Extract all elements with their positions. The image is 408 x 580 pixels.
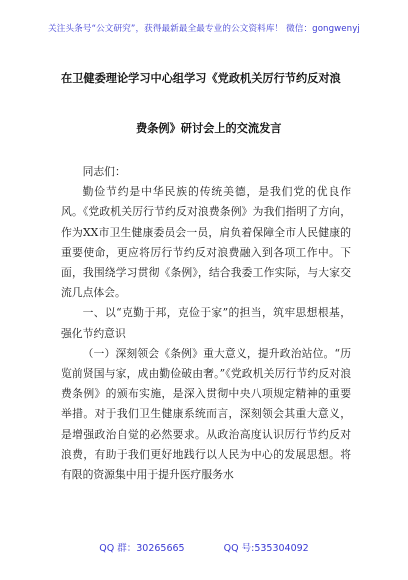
salutation: 同志们： bbox=[82, 165, 126, 178]
section-heading-1: 一、以“克勤于邦，克俭于家”的担当，筑牢思想根基，强化节约意识 bbox=[61, 306, 351, 340]
footer-qq-number: QQ 号:535304092 bbox=[223, 543, 309, 554]
footer bbox=[0, 540, 408, 554]
paragraph-intro: 勤俭节约是中华民族的传统美德，是我们党的优良作风。《党政机关厉行节约反对浪费条例》为我们指明了方向，作为XX市卫生健康委员会一员，肩负着保障全市人民健康的重要使命，更应将厉行节约反对浪费融入到各项工作中。下面，我围绕学习贯彻《条例》，结合我委工作实际，与大家交流几点体会。 bbox=[61, 185, 351, 300]
footer-qq-group: QQ 群：30265665 bbox=[99, 543, 185, 554]
header-banner: 关注头条号“公文研究”，获得最新最全最专业的公文资料库！ 微信：gongwenyj bbox=[48, 24, 360, 34]
document-title-line1: 在卫健委理论学习中心组学习《党政机关厉行节约反对浪 bbox=[61, 72, 341, 85]
document-title-line2: 费条例》研讨会上的交流发言 bbox=[136, 122, 282, 135]
paragraph-section-1-1: （一）深刻领会《条例》重大意义，提升政治站位。“历览前贤国与家，成由勤俭破由奢。”《党政机关厉行节约反对浪费条例》的颁布实施，是深入贯彻中央八项规定精神的重要举措。对于我们卫生健康系统而言，深刻领会其重大意义，是增强政治自觉的必然要求。从政治高度认识厉行节约反对浪费，有助于我们更好地践行以人民为中心的发展思想。将有限的资源集中用于提升医疗服务水 bbox=[61, 346, 351, 482]
document-body bbox=[61, 162, 351, 485]
